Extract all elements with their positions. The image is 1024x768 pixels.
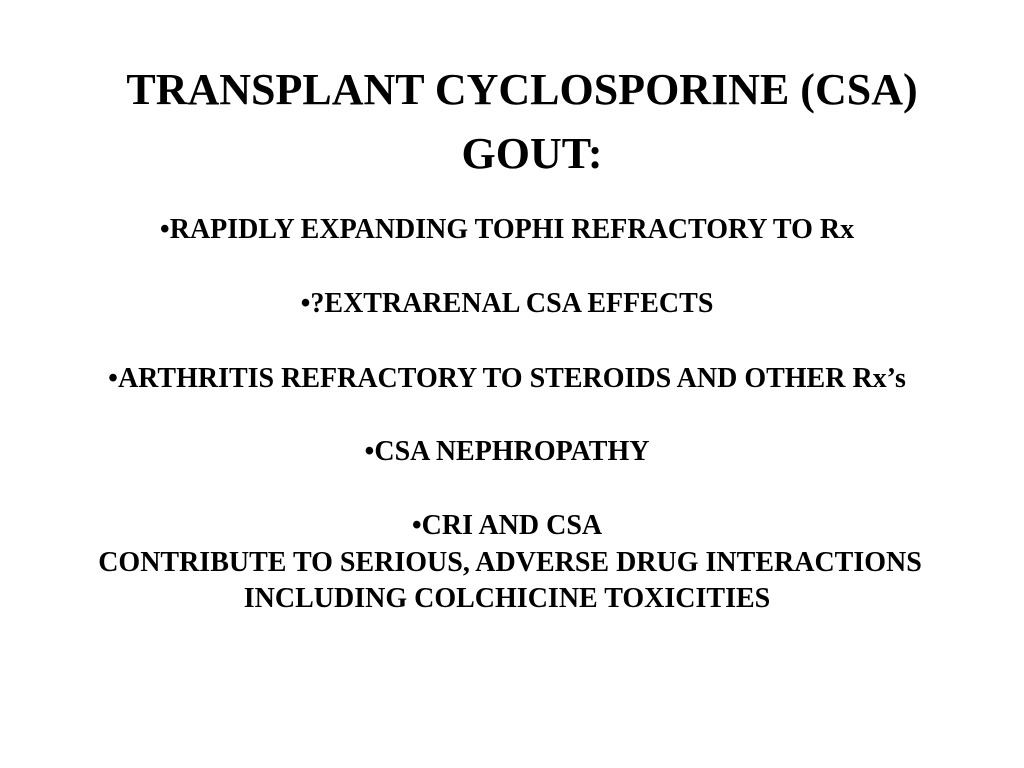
bullet-continuation: CONTRIBUTE TO SERIOUS, ADVERSE DRUG INTERACTIONS — [98, 547, 922, 578]
slide-title-subheading: GOUT: — [461, 129, 603, 178]
slide-title: TRANSPLANT CYCLOSPORINE (CSA) — [126, 65, 918, 114]
bullet-item: •CRI AND CSA — [411, 510, 603, 541]
bullet-continuation: INCLUDING COLCHICINE TOXICITIES — [243, 583, 771, 614]
bullet-item: •ARTHRITIS REFRACTORY TO STEROIDS AND OTHER Rx’s — [108, 363, 906, 394]
bullet-item: •?EXTRARENAL CSA EFFECTS — [300, 288, 714, 319]
bullet-item: •RAPIDLY EXPANDING TOPHI REFRACTORY TO Rx — [159, 214, 855, 245]
bullet-item: •CSA NEPHROPATHY — [364, 436, 650, 467]
